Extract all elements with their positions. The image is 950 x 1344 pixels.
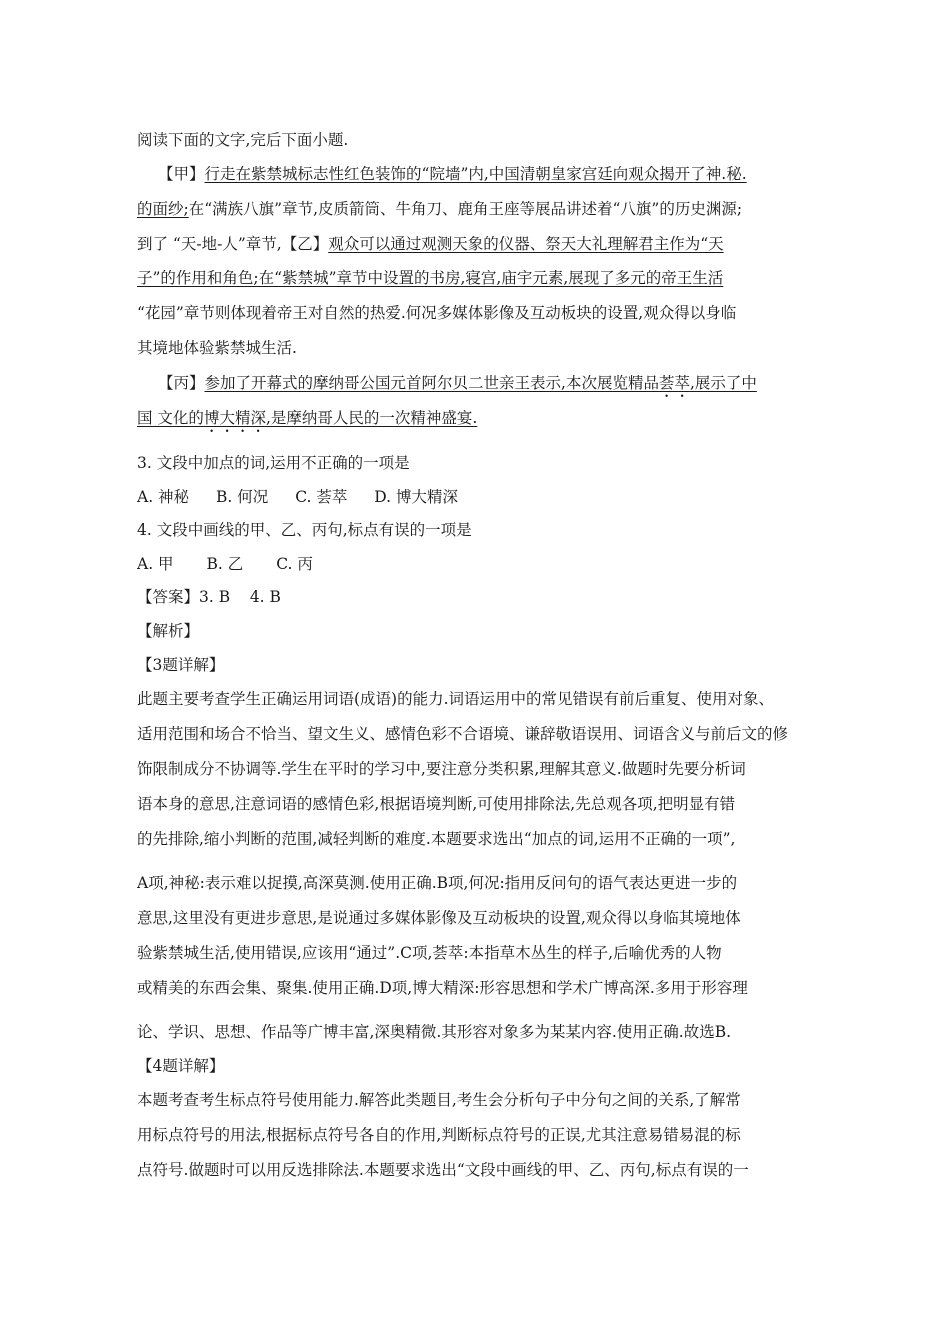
q4-detail-line: 本题考查考生标点符号使用能力.解答此类题目,考生会分析句子中分句之间的关系,了解常	[137, 1091, 741, 1109]
label-jia: 【甲】	[158, 165, 205, 183]
option-b: B. 何况	[216, 488, 269, 506]
option-b: B. 乙	[206, 555, 244, 573]
passage-line-1	[158, 164, 848, 184]
question-4-options	[137, 554, 827, 574]
passage-line-5: “花园”章节则体现着帝王对自然的热爱.何况多媒体影像及互动板块的设置,观众得以身临	[137, 304, 737, 322]
sentence-yi-part1: 观众可以通过观测天象的仪器、祭天大礼理解君主作为“天	[328, 235, 724, 253]
dotted-word-huicui: 荟萃	[658, 374, 690, 392]
q3-detail-line: 验紫禁城生活,使用错误,应该用“通过”.C项,荟萃:本指草木丛生的样子,后喻优秀的人物	[137, 944, 722, 962]
option-a: A. 甲	[137, 555, 174, 573]
question-3-options	[137, 487, 827, 507]
sentence-yi-part2: 子”的作用和角色;在“紫禁城”章节中设置的书房,寝宫,庙宇元素,展现了多元的帝王生活	[137, 269, 724, 287]
q3-detail-line: 的先排除,缩小判断的范围,减轻判断的难度.本题要求选出“加点的词,运用不正确的一项”,	[137, 830, 736, 848]
passage-text: 到了 “天-地-人”章节,	[137, 235, 282, 253]
sentence-bing-part4: ,是摩纳哥人民的一次精神盛宴.	[265, 409, 478, 427]
sentence-bing-part1: 参加了开幕式的摩纳哥公国元首阿尔贝二世亲王表示,本次展览精品	[204, 374, 659, 392]
q3-detail-title: 【3题详解】	[137, 656, 225, 674]
passage-text: 在“满族八旗”章节,皮质箭筒、牛角刀、鹿角王座等展品讲述着“八旗”的历史渊源;	[188, 200, 743, 218]
q3-detail-line: 意思,这里没有更进步意思,是说通过多媒体影像及互动板块的设置,观众得以身临其境地体	[137, 909, 741, 927]
q4-detail-line: 点符号.做题时可以用反选排除法.本题要求选出“文段中画线的甲、乙、丙句,标点有误的一	[137, 1161, 749, 1179]
label-yi: 【乙】	[281, 235, 329, 253]
sentence-bing-part2: ,展示了中	[689, 374, 757, 392]
q4-detail-line: 用标点符号的用法,根据标点符号各自的作用,判断标点符号的正误,尤其注意易错易混的标	[137, 1126, 741, 1144]
q3-detail-line: 语本身的意思,注意词语的感情色彩,根据语境判断,可使用排除法,先总观各项,把明显有错	[137, 795, 736, 813]
q3-detail-line: 此题主要考查学生正确运用词语(成语)的能力.词语运用中的常见错误有前后重复、使用对象、	[137, 690, 775, 708]
answer-line: 【答案】3. B 4. B	[137, 588, 281, 606]
passage-line-2	[137, 199, 827, 219]
passage-line-7	[158, 373, 848, 401]
question-3-stem: 3. 文段中加点的词,运用不正确的一项是	[137, 454, 410, 472]
q3-detail-line: 论、学识、思想、作品等广博丰富,深奥精微.其形容对象多为某某内容.使用正确.故选B.	[137, 1023, 732, 1041]
intro-line: 阅读下面的文字,完后下面小题.	[137, 131, 349, 149]
q3-detail-line: 饰限制成分不协调等.学生在平时的学习中,要注意分类积累,理解其意义.做题时先要分析词	[137, 760, 746, 778]
passage-line-6: 其境地体验紫禁城生活.	[137, 339, 297, 357]
q3-detail-line: 适用范围和场合不恰当、望文生义、感情色彩不合语境、谦辞敬语误用、词语含义与前后文的修	[137, 725, 789, 743]
dotted-word-bodajingshen: 博大精深	[203, 409, 266, 427]
option-c: C. 荟萃	[295, 488, 348, 506]
question-4-stem: 4. 文段中画线的甲、乙、丙句,标点有误的一项是	[137, 521, 472, 539]
q4-detail-title: 【4题详解】	[137, 1057, 225, 1075]
sentence-jia-part2: 的面纱;	[137, 200, 189, 218]
option-d: D. 博大精深	[374, 488, 459, 506]
sentence-bing-part3: 国 文化的	[137, 409, 204, 427]
option-c: C. 丙	[276, 555, 313, 573]
q3-detail-line: 或精美的东西会集、聚集.使用正确.D项,博大精深:形容思想和学术广博高深.多用于形容理	[137, 979, 748, 997]
q3-detail-line: A项,神秘:表示难以捉摸,高深莫测.使用正确.B项,何况:指用反问句的语气表达更进一步的	[137, 874, 738, 892]
analysis-title: 【解析】	[137, 622, 200, 640]
passage-line-3	[137, 234, 827, 254]
sentence-jia-part1: 行走在紫禁城标志性红色装饰的“院墙”内,中国清朝皇家宫廷向观众揭开了神.秘.	[204, 165, 747, 183]
passage-line-8	[137, 408, 827, 436]
label-bing: 【丙】	[158, 374, 205, 392]
option-a: A. 神秘	[137, 488, 190, 506]
